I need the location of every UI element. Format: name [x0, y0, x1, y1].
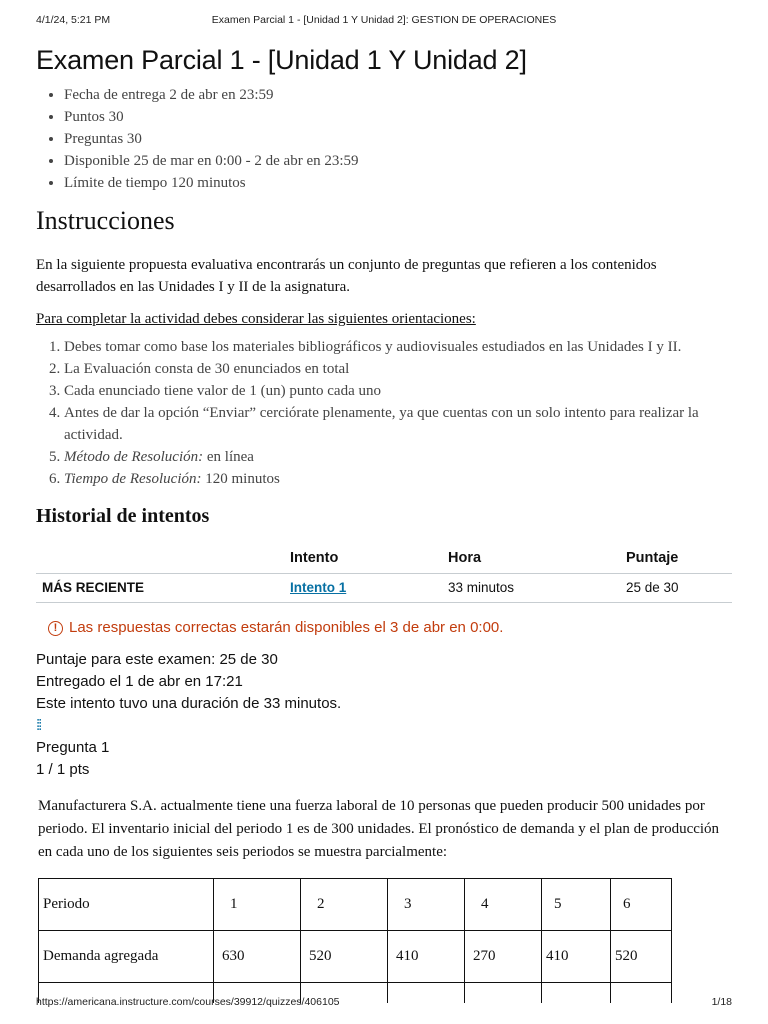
attempt-score: 25 de 30 — [620, 574, 732, 603]
quiz-title: Examen Parcial 1 - [Unidad 1 Y Unidad 2] — [36, 45, 527, 75]
detail-points: • Puntos 30 — [64, 106, 732, 128]
table-cell: 2 — [301, 879, 388, 931]
step-item: 4. Antes de dar la opción “Enviar” cerciórate plenamente, ya que cuentas con un solo intento para realizar la actividad. — [64, 402, 732, 446]
table-cell: 6 — [611, 879, 672, 931]
step-item: 2. La Evaluación consta de 30 enunciados en total — [64, 358, 732, 380]
question-text: Manufacturera S.A. actualmente tiene una fuerza laboral de 10 personas que pueden producir 500 unidades por periodo. El inventario inicial del periodo 1 es de 300 unidades. El pronóstico de demanda y el plan de producción en cada uno de los siguientes seis periodos se muestra parcialmente: — [38, 798, 720, 860]
instructions-orientation: Para completar la actividad debes considerar las siguientes orientaciones: — [36, 311, 476, 327]
print-header — [36, 14, 732, 30]
step-item: 3. Cada enunciado tiene valor de 1 (un) punto cada uno — [64, 380, 732, 402]
print-page-number: 1/18 — [711, 996, 732, 1008]
step-item — [64, 446, 732, 468]
table-cell: 520 — [301, 931, 388, 983]
attempt-history-table — [36, 544, 732, 603]
step-time-label: Tiempo de Resolución: — [64, 471, 202, 487]
attempt-cell — [284, 574, 442, 603]
quiz-content — [36, 40, 732, 1003]
column-header-attempt: Intento — [284, 544, 442, 574]
column-header-score: Puntaje — [620, 544, 732, 574]
table-cell: 3 — [388, 879, 465, 931]
detail-due-date: • Fecha de entrega 2 de abr en 23:59 — [64, 84, 732, 106]
column-header-time: Hora — [442, 544, 620, 574]
notice-text: Las respuestas correctas estarán disponibles el 3 de abr en 0:00. — [69, 619, 504, 636]
question-points: 1 / 1 pts — [36, 761, 90, 778]
instructions-intro: En la siguiente propuesta evaluativa encontrarás un conjunto de preguntas que refieren a los contenidos desarrollados en las Unidades I y II de la asignatura. — [36, 257, 657, 295]
table-cell: 4 — [465, 879, 542, 931]
detail-questions: • Preguntas 30 — [64, 128, 732, 150]
step-item: 1. Debes tomar como base los materiales bibliográficos y audiovisuales estudiados en las Unidades I y II. — [64, 336, 732, 358]
step-method-label: Método de Resolución: — [64, 449, 204, 465]
table-cell: 1 — [214, 879, 301, 931]
instructions-steps — [36, 336, 732, 490]
print-url: https://americana.instructure.com/courses/39912/quizzes/406105 — [36, 996, 340, 1008]
table-cell: 270 — [465, 931, 542, 983]
submitted-at: Entregado el 1 de abr en 17:21 — [36, 673, 243, 690]
table-cell: 410 — [542, 931, 611, 983]
step-method-value: en línea — [203, 449, 254, 465]
attempt-time: 33 minutos — [442, 574, 620, 603]
warning-icon: ! — [48, 621, 63, 636]
attempt-duration: Este intento tuvo una duración de 33 minutos. — [36, 695, 342, 712]
column-header-empty — [36, 544, 284, 574]
step-time-value: 120 minutos — [201, 471, 280, 487]
drag-handle-icon[interactable]: ⁞⁞ — [36, 717, 41, 734]
submission-summary — [36, 649, 732, 781]
answers-availability-notice — [48, 617, 732, 639]
most-recent-label: MÁS RECIENTE — [36, 574, 284, 603]
print-datetime: 4/1/24, 5:21 PM — [36, 14, 111, 26]
table-cell: 410 — [388, 931, 465, 983]
print-footer — [36, 996, 732, 1012]
question-label: Pregunta 1 — [36, 739, 110, 756]
instructions-heading: Instrucciones — [36, 206, 175, 235]
table-row — [36, 574, 732, 603]
detail-available: • Disponible 25 de mar en 0:00 - 2 de abr en 23:59 — [64, 150, 732, 172]
table-cell: 630 — [214, 931, 301, 983]
detail-time-limit: • Límite de tiempo 120 minutos — [64, 172, 732, 194]
table-cell: Periodo — [39, 879, 214, 931]
table-cell: 520 — [611, 931, 672, 983]
exam-score: Puntaje para este examen: 25 de 30 — [36, 651, 278, 668]
step-item — [64, 468, 732, 490]
attempt-link[interactable]: Intento 1 — [290, 580, 347, 595]
history-heading: Historial de intentos — [36, 505, 210, 527]
table-row — [39, 931, 672, 983]
quiz-details-list — [36, 84, 732, 194]
table-cell: 5 — [542, 879, 611, 931]
table-row — [39, 879, 672, 931]
table-cell: Demanda agregada — [39, 931, 214, 983]
table-header-row — [36, 544, 732, 574]
print-page-title: Examen Parcial 1 - [Unidad 1 Y Unidad 2]: GESTION DE OPERACIONES — [211, 14, 557, 26]
demand-plan-table — [38, 878, 672, 1003]
